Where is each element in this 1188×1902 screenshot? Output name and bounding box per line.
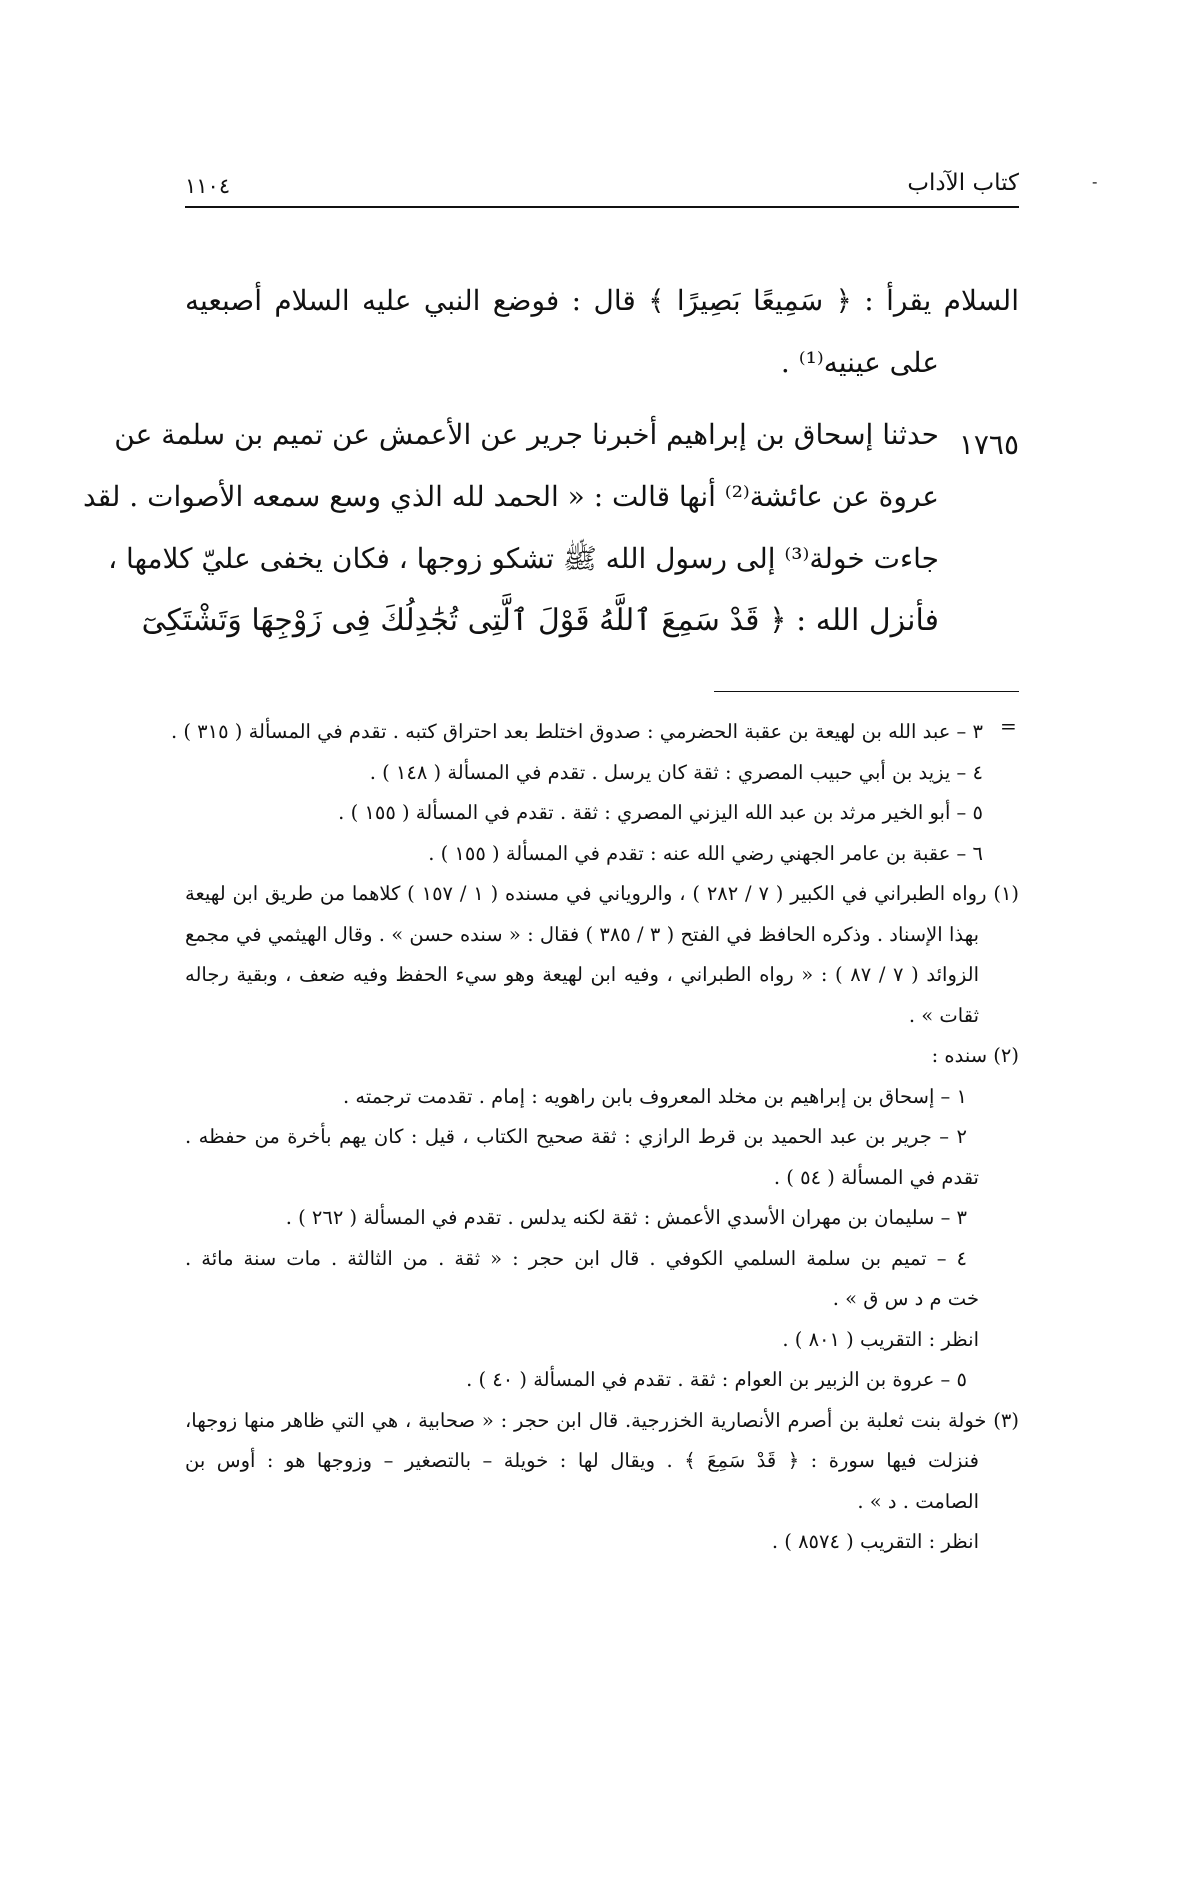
corner-mark: - [1092,172,1098,191]
running-header [185,162,1019,208]
main-line-1: السلام يقرأ : ﴿ سَمِيعًا بَصِيرًا ﴾ قال : فوضع النبي عليه السلام أصبعيه [185,284,1019,317]
footnote-1-line: الزوائد ( ٧ / ٨٧ ) : « رواه الطبراني ، وفيه ابن لهيعة وهو سيء الحفظ وفيه ضعف ، وبقية رجاله [185,963,980,986]
main-line-5: جاءت خولة⁽³⁾ إلى رسول الله ﷺ تشكو زوجها ، فكان يخفى عليّ كلامها ، [108,542,939,575]
footnote-2-item: انظر : التقريب ( ٨٠١ ) . [782,1327,979,1351]
footnote-1-line: بهذا الإسناد . وذكره الحافظ في الفتح ( ٣ / ٣٨٥ ) فقال : « سنده حسن » . وقال الهيثمي في مجمع [185,922,980,946]
footnote-prev-item: ٥ – أبو الخير مرثد بن عبد الله اليزني المصري : ثقة . تقدم في المسألة ( ١٥٥ ) . [338,801,983,824]
footnote-2-item: ٣ – سليمان بن مهران الأسدي الأعمش : ثقة لكنه يدلس . تقدم في المسألة ( ٢٦٢ ) . [285,1206,967,1229]
footnote-2-title: (٢) سنده : [931,1044,1019,1067]
footnote-separator [714,691,1019,692]
main-text [83,270,1019,652]
page-number: ١١٠٤ [185,174,231,198]
footnote-3-line: الصامت . د » . [857,1489,979,1513]
footnote-2-item: تقدم في المسألة ( ٥٤ ) . [773,1165,979,1189]
footnote-3-line: (٣) خولة بنت ثعلبة بن أصرم الأنصارية الخزرجية. قال ابن حجر : « صحابية ، هي التي ظاهر منها زوجها، [185,1408,1019,1432]
footnote-prev-item: ٦ – عقبة بن عامر الجهني رضي الله عنه : تقدم في المسألة ( ١٥٥ ) . [428,841,983,865]
footnote-prev-item: ٤ – يزيد بن أبي حبيب المصري : ثقة كان يرسل . تقدم في المسألة ( ١٤٨ ) . [369,760,983,784]
footnote-prev-item: ٣ – عبد الله بن لهيعة بن عقبة الحضرمي : صدوق اختلط بعد احتراق كتبه . تقدم في المسألة ( ٣١٥ ) . [170,720,983,743]
main-line-3: حدثنا إسحاق بن إبراهيم أخبرنا جرير عن الأعمش عن تميم بن سلمة عن [114,418,939,451]
hadith-number: ١٧٦٥ [958,428,1019,461]
continuation-mark: = [1000,714,1017,738]
footnote-2-item: ١ – إسحاق بن إبراهيم بن مخلد المعروف بابن راهويه : إمام . تقدمت ترجمته . [342,1084,967,1108]
footnote-3-line: انظر : التقريب ( ٨٥٧٤ ) . [771,1530,979,1553]
footnote-1-line: (١) رواه الطبراني في الكبير ( ٧ / ٢٨٢ ) ، والروياني في مسنده ( ١ / ١٥٧ ) كلاهما من طريق ابن لهيعة [185,882,1020,905]
footnote-2-item: ٢ – جرير بن عبد الحميد بن قرط الرازي : ثقة صحيح الكتاب ، قيل : كان يهم بأخرة من حفظه . [185,1125,967,1148]
main-line-2: على عينيه⁽¹⁾ . [780,346,939,379]
footnote-2-item: خت م د س ق » . [832,1287,979,1310]
footnotes [170,712,1020,1563]
book-section-title: كتاب الآداب [907,170,1019,196]
footnote-1-line: ثقات » . [908,1003,979,1027]
main-line-4: عروة عن عائشة⁽²⁾ أنها قالت : « الحمد لله الذي وسع سمعه الأصوات . لقد [83,480,939,513]
main-line-6-quran: فأنزل الله : ﴿ قَدْ سَمِعَ ٱللَّهُ قَوْلَ ٱلَّتِى تُجَٰدِلُكَ فِى زَوْجِهَا وَتَشْتَكِىٓ [141,603,939,638]
footnote-3-line: فنزلت فيها سورة : ﴿ قَدْ سَمِعَ ﴾ . ويقال لها : خويلة – بالتصغير – وزوجها هو : أوس بن [185,1449,979,1472]
footnote-2-item: ٥ – عروة بن الزبير بن العوام : ثقة . تقدم في المسألة ( ٤٠ ) . [466,1368,967,1391]
footnote-2-item: ٤ – تميم بن سلمة السلمي الكوفي . قال ابن حجر : « ثقة . من الثالثة . مات سنة مائة . [185,1246,967,1270]
